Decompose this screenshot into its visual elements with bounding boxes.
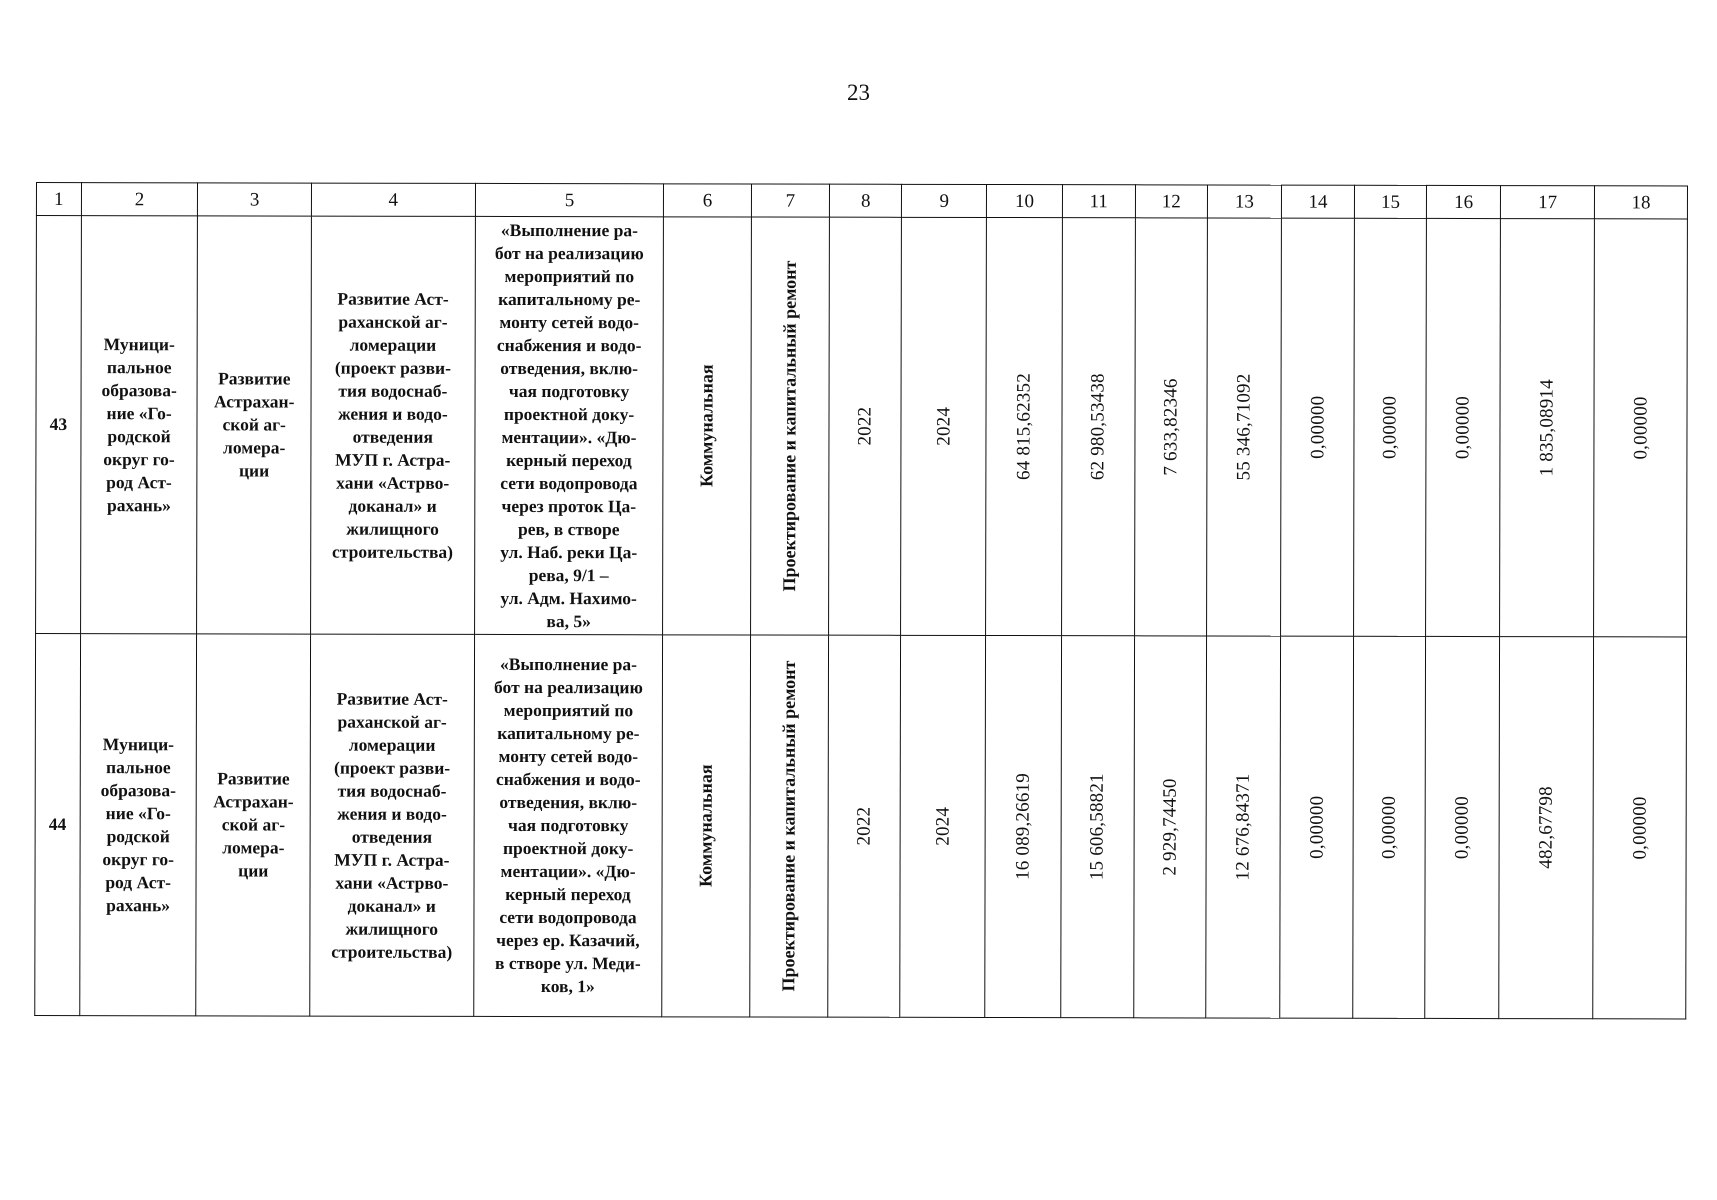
header-cell: 12 [1135, 185, 1207, 218]
header-cell: 18 [1595, 186, 1688, 219]
value-cell-17 [1500, 219, 1595, 637]
header-cell: 7 [751, 184, 830, 217]
header-cell: 2 [81, 183, 198, 216]
program-text: Развитие Астрахан- ской аг- ломера- ции [214, 368, 295, 481]
municipality-text: Муници- пальное образова- ние «Го- родской округ го- род Аст- рахань» [100, 733, 176, 915]
category-cell [663, 217, 751, 635]
value-cell-17 [1499, 637, 1594, 1019]
value-text: 15 606,58821 [1086, 773, 1108, 881]
value-text: 12 676,84371 [1232, 773, 1254, 881]
municipality-cell [79, 634, 197, 1016]
value-text: 482,67798 [1535, 786, 1557, 869]
value-cell-13 [1206, 218, 1281, 636]
header-cell: 17 [1501, 186, 1595, 219]
table-row [35, 634, 1687, 1019]
value-text: 0,00000 [1306, 395, 1329, 459]
header-cell: 14 [1281, 185, 1354, 218]
start-year-cell [829, 217, 902, 635]
header-cell: 8 [830, 184, 902, 217]
header-cell: 13 [1207, 185, 1281, 218]
value-cell-14 [1281, 218, 1355, 636]
start-year-text: 2022 [853, 806, 875, 846]
value-text: 0,00000 [1451, 795, 1473, 860]
project-text: Развитие Аст- раханской аг- ломерации (проект разви- тия водоснаб- жения и водо- отведения МУП г. Астра- хани «Астрво- доканал» и жилищного строительства) [332, 288, 454, 562]
value-text: 2 929,74450 [1159, 778, 1181, 876]
end-year-text: 2024 [933, 406, 955, 446]
category-text: Коммунальная [696, 364, 717, 488]
program-cell [197, 216, 311, 634]
table-header-row [36, 183, 1687, 219]
value-cell-12 [1134, 218, 1207, 636]
value-text: 64 815,62352 [1013, 373, 1035, 481]
end-year-text: 2024 [932, 806, 954, 846]
work-type-text: Проектирование и капитальный ремонт [779, 260, 800, 592]
value-cell-16 [1426, 218, 1501, 636]
object-text: «Выполнение ра- бот на реализацию мероприятий по капитальному ре- монту сетей водо- снабжения и водо- отведения, вклю- чая подготовку проектной доку- ментации». «Дю- керный переход сети водопровода через ер. Казачий, в створе ул. Меди- ков, 1» [494, 653, 643, 997]
work-type-text: Проектирование и капитальный ремонт [778, 660, 799, 992]
value-text: 1 835,08914 [1536, 379, 1558, 477]
project-text: Развитие Аст- раханской аг- ломерации (проект разви- тия водоснаб- жения и водо- отведения МУП г. Астра- хани «Астрво- доканал» и жилищного строительства) [331, 688, 453, 962]
value-text: 0,00000 [1378, 795, 1400, 859]
value-cell-18 [1593, 637, 1687, 1019]
value-cell-12 [1134, 636, 1207, 1018]
header-cell: 5 [475, 183, 664, 216]
value-cell-16 [1425, 636, 1500, 1018]
value-cell-10 [985, 635, 1061, 1017]
program-cell [196, 634, 310, 1016]
object-cell [474, 216, 664, 634]
value-cell-11 [1060, 636, 1134, 1018]
end-year-cell [901, 217, 987, 635]
page-number: 23 [847, 80, 870, 105]
object-cell [473, 634, 663, 1016]
project-cell [311, 216, 476, 634]
header-cell: 4 [311, 183, 475, 216]
header-cell: 16 [1427, 185, 1501, 218]
program-text: Развитие Астрахан- ской аг- ломера- ции [213, 768, 294, 881]
row-number [35, 634, 81, 1016]
work-type-cell [749, 635, 828, 1017]
header-cell: 11 [1062, 185, 1135, 218]
value-text: 0,00000 [1306, 795, 1328, 859]
value-text: 0,00000 [1452, 395, 1474, 460]
value-text: 16 089,26619 [1012, 773, 1034, 881]
value-cell-15 [1353, 636, 1426, 1018]
value-cell-14 [1280, 636, 1354, 1018]
table-row [36, 216, 1688, 637]
category-cell [662, 635, 750, 1017]
header-cell: 3 [198, 183, 312, 216]
value-text: 0,00000 [1629, 396, 1652, 460]
row-number [36, 216, 82, 634]
end-year-cell [900, 635, 986, 1017]
row-number-text: 43 [49, 414, 68, 435]
object-text: «Выполнение ра- бот на реализацию мероприятий по капитальному ре- монту сетей водо- снабжения и водо- отведения, вклю- чая подготовку проектной доку- ментации». «Дю- керный переход сети водопровода через проток Ца- рев, в створе ул. Наб. реки Ца- рева, 9/1 – ул. Адм. Нахимо- ва, 5» [494, 219, 644, 631]
category-text: Коммунальная [695, 764, 716, 888]
work-type-cell [750, 217, 829, 635]
header-cell: 10 [987, 184, 1062, 217]
header-cell: 9 [902, 184, 987, 217]
municipality-text: Муници- пальное образова- ние «Го- родской округ го- род Аст- рахань» [101, 333, 177, 515]
value-text: 0,00000 [1379, 395, 1401, 459]
value-cell-13 [1206, 636, 1281, 1018]
value-cell-18 [1594, 219, 1688, 637]
value-text: 7 633,82346 [1160, 378, 1182, 476]
row-number-text: 44 [48, 814, 67, 835]
header-cell: 1 [36, 183, 81, 216]
value-text: 62 980,53438 [1087, 373, 1109, 481]
start-year-cell [828, 635, 901, 1017]
municipality-cell [80, 216, 198, 634]
header-cell: 6 [664, 184, 751, 217]
project-cell [310, 634, 474, 1016]
data-table [34, 182, 1688, 1019]
value-cell-11 [1061, 218, 1135, 636]
value-text: 55 346,71092 [1233, 373, 1255, 481]
header-cell: 15 [1355, 185, 1427, 218]
start-year-text: 2022 [854, 406, 876, 446]
value-text: 0,00000 [1629, 796, 1651, 860]
value-cell-10 [986, 217, 1062, 635]
value-cell-15 [1354, 218, 1427, 636]
